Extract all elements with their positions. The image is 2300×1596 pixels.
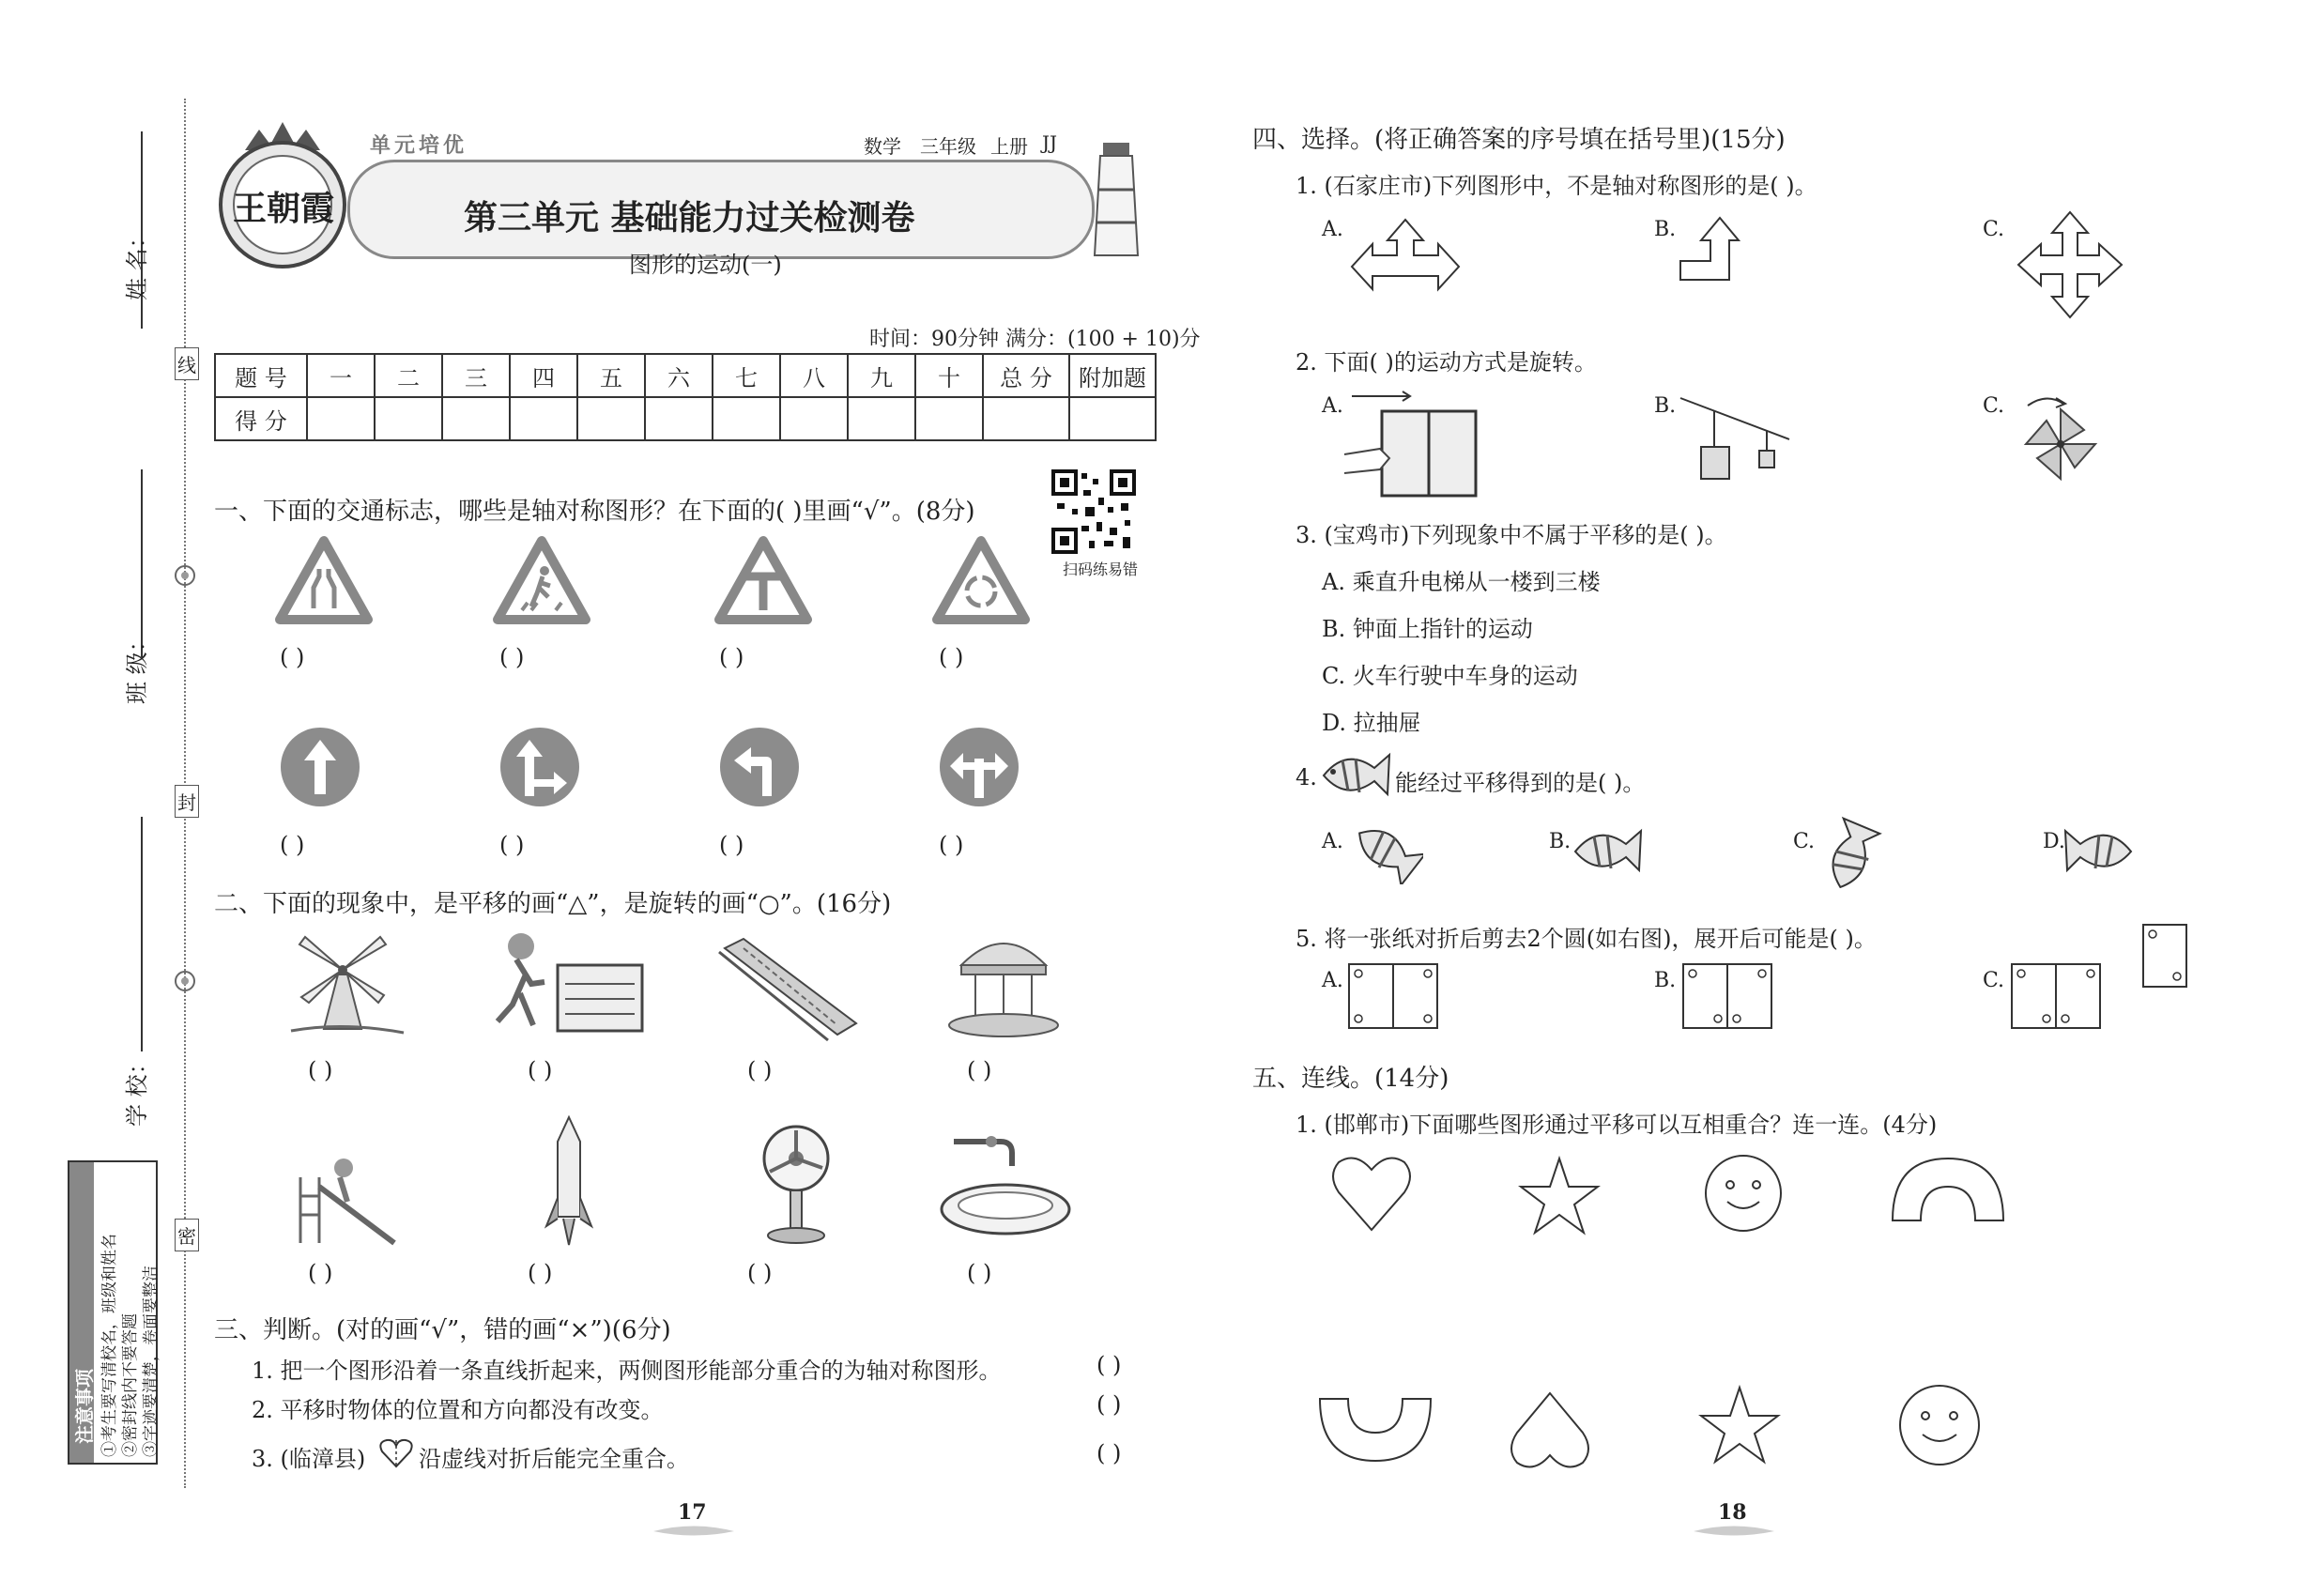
fish-option-d-icon bbox=[2062, 819, 2137, 884]
q4-3-option-b[interactable]: B. 钟面上指针的运动 bbox=[1322, 616, 1533, 642]
opt-b[interactable]: B. bbox=[1654, 218, 1677, 241]
score-input-cell[interactable] bbox=[442, 397, 510, 440]
notes-box bbox=[68, 1160, 161, 1465]
score-table-score-row bbox=[215, 397, 1156, 440]
judge-item-3-tail: 沿虚线对折后能完全重合。 bbox=[419, 1446, 689, 1472]
score-cell: 一 bbox=[307, 354, 375, 397]
arrow-shape-b-icon bbox=[1675, 214, 1740, 285]
answer-paren[interactable]: ( ) bbox=[747, 1057, 773, 1083]
score-input-cell[interactable] bbox=[645, 397, 713, 440]
straight-or-right-sign-icon bbox=[498, 725, 582, 809]
opt-a[interactable]: A. bbox=[1322, 830, 1343, 853]
answer-paren[interactable]: ( ) bbox=[280, 832, 305, 858]
answer-paren[interactable]: ( ) bbox=[1096, 1391, 1122, 1418]
score-cell: 九 bbox=[848, 354, 915, 397]
seal-circle-icon bbox=[171, 967, 199, 995]
folded-paper-icon bbox=[2140, 922, 2189, 990]
page-number-left: 17 bbox=[678, 1500, 707, 1525]
escalator-icon bbox=[715, 929, 866, 1042]
qr-code-icon[interactable] bbox=[1051, 469, 1136, 554]
cable-car-icon bbox=[1679, 392, 1791, 486]
time-info: 时间：90分钟 满分：(100 + 10)分 bbox=[869, 328, 1201, 351]
opt-b[interactable]: B. bbox=[1549, 830, 1572, 853]
section4-title: 四、选择。(将正确答案的序号填在括号里)(15分) bbox=[1252, 126, 1786, 154]
score-input-cell[interactable] bbox=[780, 397, 848, 440]
smiley-face-icon[interactable] bbox=[1701, 1151, 1786, 1235]
notes-title: 注意事项 bbox=[73, 1369, 96, 1444]
faucet-icon bbox=[935, 1128, 1076, 1251]
q4-2: 2. 下面( )的运动方式是旋转。 bbox=[1296, 349, 1597, 376]
score-table-header-row bbox=[215, 354, 1156, 397]
q4-1: 1. (石家庄市)下列图形中，不是轴对称图形的是( )。 bbox=[1296, 173, 1817, 199]
score-table bbox=[214, 353, 1157, 441]
t-junction-sign-icon bbox=[712, 535, 815, 629]
bowl-shape-icon[interactable] bbox=[1314, 1393, 1436, 1468]
score-cell: 总 分 bbox=[983, 354, 1069, 397]
opt-a[interactable]: A. bbox=[1322, 394, 1343, 418]
answer-paren[interactable]: ( ) bbox=[499, 832, 525, 858]
answer-paren[interactable]: ( ) bbox=[967, 1260, 992, 1286]
page-title: 第三单元 基础能力过关检测卷 bbox=[464, 198, 915, 238]
note-1: ①考生要写清校名，班级和姓名 bbox=[100, 1234, 119, 1457]
pushing-box-icon bbox=[479, 928, 657, 1040]
score-input-cell[interactable] bbox=[577, 397, 645, 440]
score-cell: 四 bbox=[510, 354, 577, 397]
judge-item-3: 3. (临漳县) bbox=[252, 1446, 366, 1472]
answer-paren[interactable]: ( ) bbox=[1096, 1440, 1122, 1466]
opt-b[interactable]: B. bbox=[1654, 969, 1677, 992]
fish-option-b-icon bbox=[1570, 819, 1645, 884]
qr-caption: 扫码练易错 bbox=[1063, 560, 1139, 578]
mark-feng: 封 bbox=[175, 785, 199, 818]
rocket-icon bbox=[541, 1113, 597, 1252]
score-cell: 二 bbox=[375, 354, 442, 397]
series-label: 单元培优 bbox=[370, 133, 468, 158]
answer-paren[interactable]: ( ) bbox=[719, 644, 744, 670]
star-shape-icon[interactable] bbox=[1517, 1155, 1602, 1235]
narrow-road-sign-icon bbox=[272, 535, 376, 629]
page-ornament-icon bbox=[1692, 1525, 1776, 1538]
meta-edition: JJ bbox=[1042, 131, 1058, 154]
meta-volume: 上册 bbox=[990, 135, 1028, 158]
q4-3-option-c[interactable]: C. 火车行驶中车身的运动 bbox=[1322, 663, 1578, 689]
score-cell: 五 bbox=[577, 354, 645, 397]
score-cell: 六 bbox=[645, 354, 713, 397]
q4-3-option-a[interactable]: A. 乘直升电梯从一楼到三楼 bbox=[1322, 569, 1601, 595]
windmill-icon bbox=[286, 928, 408, 1040]
opt-c[interactable]: C. bbox=[1983, 218, 2005, 241]
turn-left-sign-icon bbox=[717, 725, 802, 809]
score-input-cell[interactable] bbox=[510, 397, 577, 440]
answer-paren[interactable]: ( ) bbox=[939, 832, 964, 858]
score-cell: 三 bbox=[442, 354, 510, 397]
answer-paren[interactable]: ( ) bbox=[1096, 1352, 1122, 1378]
star-shape-icon[interactable] bbox=[1697, 1384, 1782, 1465]
arrow-shape-a-icon bbox=[1344, 214, 1466, 293]
answer-paren[interactable]: ( ) bbox=[280, 644, 305, 670]
fish-option-a-icon bbox=[1348, 819, 1423, 884]
opt-c[interactable]: C. bbox=[1793, 830, 1816, 853]
heart-shape-icon[interactable] bbox=[1329, 1151, 1414, 1235]
answer-paren[interactable]: ( ) bbox=[719, 832, 744, 858]
score-cell: 附加题 bbox=[1069, 354, 1156, 397]
name-label: 姓 名： bbox=[124, 225, 150, 300]
fish-option-c-icon bbox=[1814, 815, 1889, 899]
opt-a[interactable]: A. bbox=[1322, 969, 1343, 992]
unfolded-paper-b-icon bbox=[1680, 961, 1774, 1031]
q4-3-option-d[interactable]: D. 拉抽屉 bbox=[1322, 710, 1421, 736]
score-cell: 题 号 bbox=[215, 354, 307, 397]
meta-grade: 三年级 bbox=[920, 135, 976, 158]
opt-b[interactable]: B. bbox=[1654, 394, 1677, 418]
pinwheel-icon bbox=[2009, 392, 2112, 496]
judge-item-1: 1. 把一个图形沿着一条直线折起来，两侧图形能部分重合的为轴对称图形。 bbox=[252, 1358, 1002, 1384]
arch-shape-icon[interactable] bbox=[1887, 1151, 2009, 1226]
left-or-right-sign-icon bbox=[937, 725, 1021, 809]
answer-paren[interactable]: ( ) bbox=[967, 1057, 992, 1083]
score-cell: 八 bbox=[780, 354, 848, 397]
answer-paren[interactable]: ( ) bbox=[499, 644, 525, 670]
unfolded-paper-c-icon bbox=[2009, 961, 2103, 1031]
q4-3: 3. (宝鸡市)下列现象中不属于平移的是( )。 bbox=[1296, 522, 1727, 548]
score-input-cell[interactable] bbox=[713, 397, 780, 440]
q4-4-number: 4. bbox=[1296, 764, 1317, 790]
pedestrian-crossing-sign-icon bbox=[490, 535, 593, 629]
page-subtitle: 图形的运动(一) bbox=[629, 252, 782, 278]
opt-c[interactable]: C. bbox=[1983, 394, 2005, 418]
opt-c[interactable]: C. bbox=[1983, 969, 2005, 992]
score-cell: 得 分 bbox=[215, 397, 307, 440]
page-ornament-icon bbox=[652, 1525, 736, 1538]
upside-down-heart-icon[interactable] bbox=[1508, 1386, 1592, 1476]
arrow-shape-c-icon bbox=[2009, 208, 2131, 321]
opt-a[interactable]: A. bbox=[1322, 218, 1343, 241]
electric-fan-icon bbox=[749, 1119, 843, 1251]
section5-title: 五、连线。(14分) bbox=[1252, 1065, 1449, 1093]
answer-paren[interactable]: ( ) bbox=[939, 644, 964, 670]
note-2: ②密封线内不要答题 bbox=[121, 1313, 140, 1457]
sliding-window-icon bbox=[1342, 389, 1483, 501]
score-input-cell[interactable] bbox=[983, 397, 1069, 440]
unfolded-paper-a-icon bbox=[1346, 961, 1440, 1031]
judge-item-2: 2. 平移时物体的位置和方向都没有改变。 bbox=[252, 1397, 664, 1423]
brand-name: 王朝霞 bbox=[233, 189, 335, 228]
dashed-heart-icon bbox=[377, 1436, 415, 1470]
q4-4: 能经过平移得到的是( )。 bbox=[1395, 770, 1646, 796]
score-input-cell[interactable] bbox=[848, 397, 915, 440]
opt-d[interactable]: D. bbox=[2043, 830, 2065, 853]
q5-1: 1. (邯郸市)下面哪些图形通过平移可以互相重合？连一连。(4分) bbox=[1296, 1112, 1938, 1138]
answer-paren[interactable]: ( ) bbox=[747, 1260, 773, 1286]
q4-5: 5. 将一张纸对折后剪去2个圆(如右图)，展开后可能是( )。 bbox=[1296, 926, 1877, 952]
school-field[interactable] bbox=[141, 817, 143, 1051]
seal-circle-icon bbox=[171, 561, 199, 590]
school-label: 学 校： bbox=[124, 1051, 150, 1127]
score-input-cell[interactable] bbox=[1069, 397, 1156, 440]
class-label: 班 级： bbox=[124, 629, 150, 704]
section3-title: 三、判断。(对的画“√”，错的画“×”)(6分) bbox=[214, 1316, 671, 1344]
mark-xian: 线 bbox=[175, 347, 199, 380]
carousel-icon bbox=[943, 928, 1065, 1044]
score-input-cell[interactable] bbox=[915, 397, 983, 440]
score-input-cell[interactable] bbox=[307, 397, 375, 440]
meta-subject: 数学 bbox=[864, 135, 901, 158]
straight-arrow-sign-icon bbox=[278, 725, 362, 809]
note-3: ③字迹要清楚，卷面要整洁 bbox=[142, 1266, 161, 1457]
roundabout-sign-icon bbox=[929, 535, 1033, 629]
section2-title: 二、下面的现象中，是平移的画“△”，是旋转的画“○”。(16分) bbox=[214, 890, 892, 918]
score-cell: 七 bbox=[713, 354, 780, 397]
fish-icon bbox=[1318, 747, 1393, 804]
answer-paren[interactable]: ( ) bbox=[528, 1057, 553, 1083]
answer-paren[interactable]: ( ) bbox=[308, 1260, 333, 1286]
answer-paren[interactable]: ( ) bbox=[528, 1260, 553, 1286]
lighthouse-icon bbox=[1080, 124, 1155, 265]
slide-icon bbox=[282, 1149, 404, 1252]
smiley-face-icon[interactable] bbox=[1894, 1380, 1985, 1470]
page-number-right: 18 bbox=[1718, 1500, 1747, 1525]
section1-title: 一、下面的交通标志，哪些是轴对称图形？在下面的( )里画“√”。(8分) bbox=[214, 498, 975, 526]
score-input-cell[interactable] bbox=[375, 397, 442, 440]
score-cell: 十 bbox=[915, 354, 983, 397]
answer-paren[interactable]: ( ) bbox=[308, 1057, 333, 1083]
mark-mi: 密 bbox=[175, 1219, 199, 1251]
